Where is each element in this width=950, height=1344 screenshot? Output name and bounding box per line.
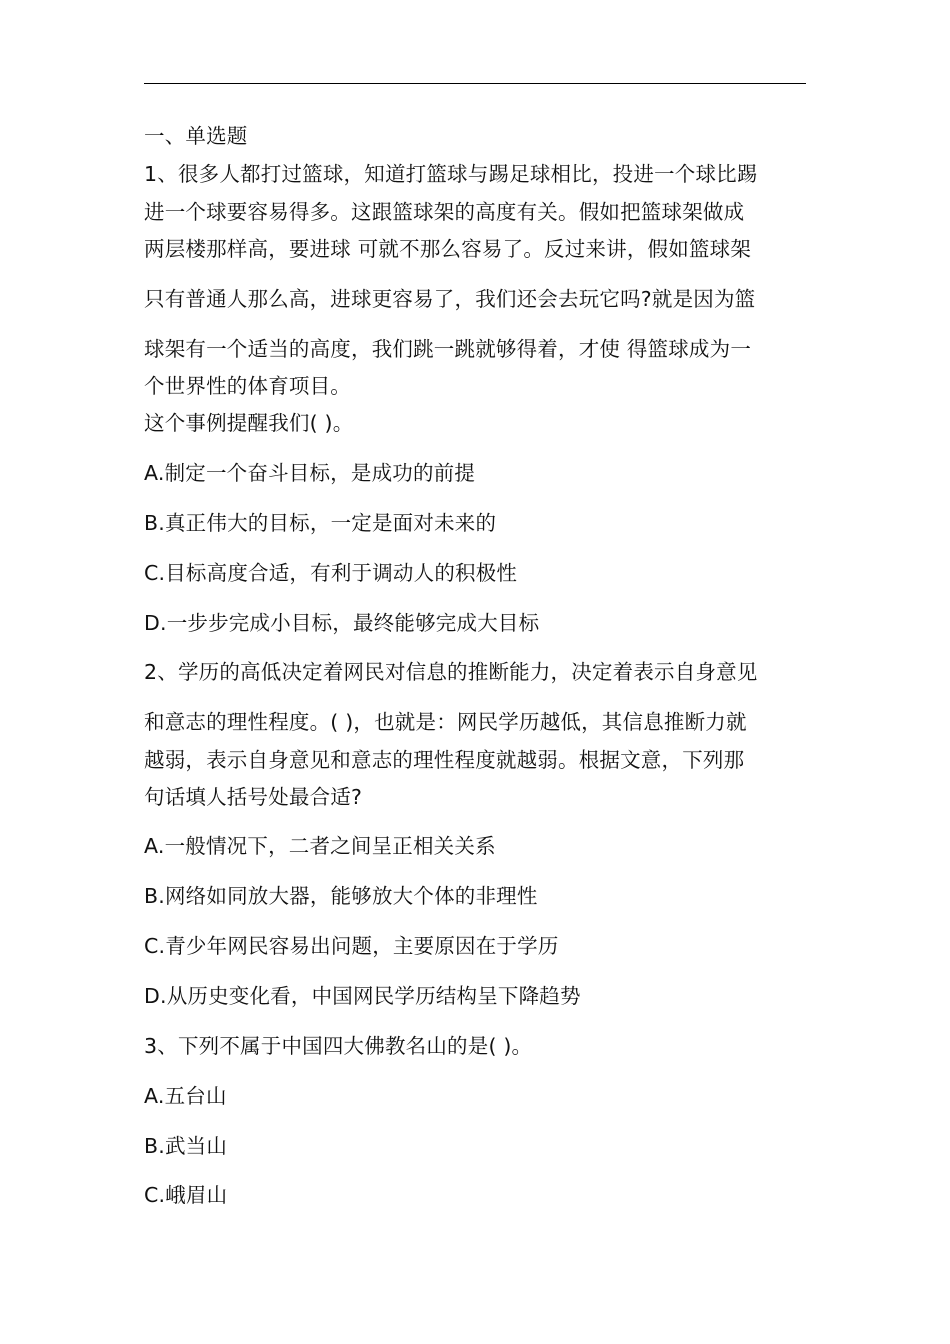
question-3-option-c: C.峨眉山	[144, 1183, 228, 1207]
question-2-option-a: A.一般情况下，二者之间呈正相关关系	[144, 834, 496, 858]
question-1-line: 个世界性的体育项目。	[144, 374, 351, 398]
question-2-option-d: D.从历史变化看，中国网民学历结构呈下降趋势	[144, 984, 581, 1008]
question-2-line: 句话填人括号处最合适?	[144, 785, 363, 809]
question-1-line: 两层楼那样高，要进球 可就不那么容易了。反过来讲，假如篮球架	[144, 237, 752, 261]
question-2-line: 越弱，表示自身意见和意志的理性程度就越弱。根据文意，下列那	[144, 748, 745, 772]
question-2-option-b: B.网络如同放大器，能够放大个体的非理性	[144, 884, 538, 908]
section-title: 一、单选题	[144, 124, 248, 148]
question-2-line: 2、学历的高低决定着网民对信息的推断能力，决定着表示自身意见	[144, 660, 758, 684]
question-1-option-b: B.真正伟大的目标，一定是面对未来的	[144, 511, 497, 535]
question-1-line: 球架有一个适当的高度，我们跳一跳就够得着，才使 得篮球成为一	[144, 337, 752, 361]
question-1-option-d: D.一步步完成小目标，最终能够完成大目标	[144, 611, 540, 635]
question-1-option-c: C.目标高度合适，有利于调动人的积极性	[144, 561, 518, 585]
question-3-option-a: A.五台山	[144, 1084, 227, 1108]
question-2-line: 和意志的理性程度。( )，也就是：网民学历越低，其信息推断力就	[144, 710, 747, 734]
question-1-option-a: A.制定一个奋斗目标，是成功的前提	[144, 461, 476, 485]
question-3-option-b: B.武当山	[144, 1134, 228, 1158]
question-1-line: 进一个球要容易得多。这跟篮球架的高度有关。假如把篮球架做成	[144, 200, 745, 224]
question-3-line: 3、下列不属于中国四大佛教名山的是( )。	[144, 1034, 533, 1058]
question-1-prompt: 这个事例提醒我们( )。	[144, 411, 354, 435]
question-1-line: 只有普通人那么高，进球更容易了，我们还会去玩它吗?就是因为篮	[144, 287, 756, 311]
header-rule	[144, 83, 806, 84]
question-2-option-c: C.青少年网民容易出问题，主要原因在于学历	[144, 934, 559, 958]
question-1-line: 1、很多人都打过篮球，知道打篮球与踢足球相比，投进一个球比踢	[144, 162, 758, 186]
